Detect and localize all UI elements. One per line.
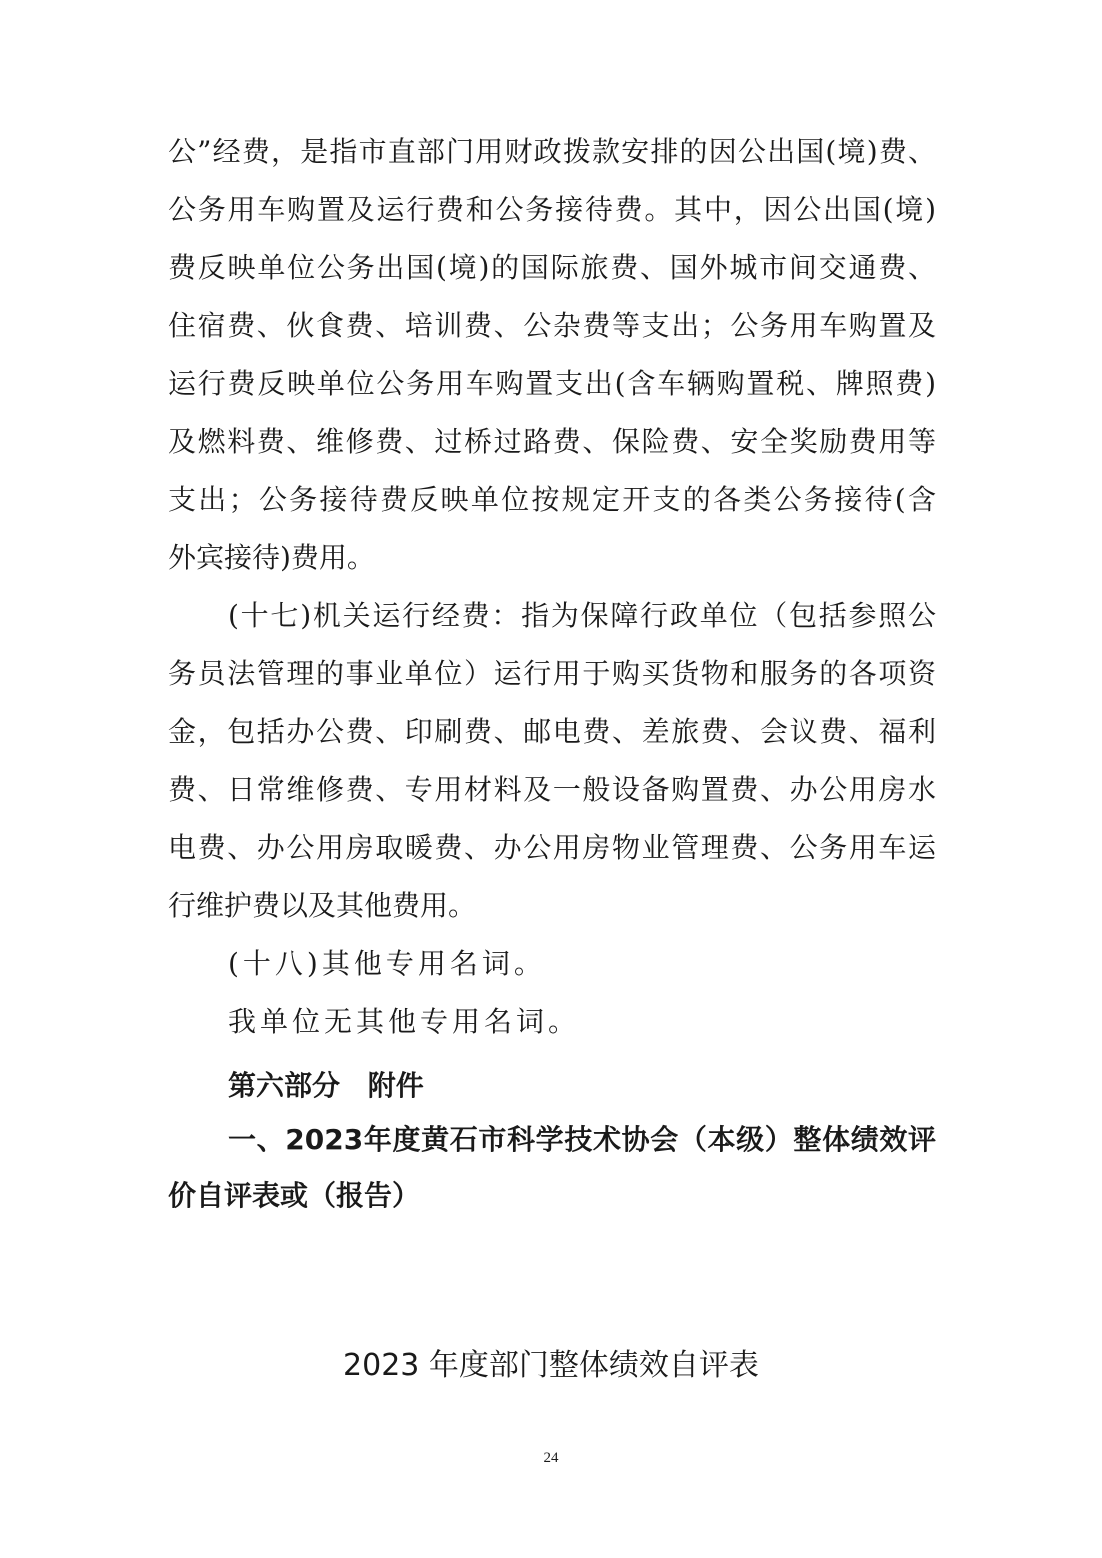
body-text-line: 运行费反映单位公务用车购置支出(含车辆购置税、牌照费) [168, 367, 936, 400]
section-heading: 第六部分 附件 [228, 1069, 424, 1102]
subsection-heading-line: 价自评表或（报告） [168, 1179, 421, 1212]
page-number: 24 [543, 1450, 559, 1466]
body-text-line: 及燃料费、维修费、过桥过路费、保险费、安全奖励费用等 [168, 425, 936, 458]
body-text-line: 费反映单位公务出国(境)的国际旅费、国外城市间交通费、 [168, 251, 936, 284]
body-text-line: 支出；公务接待费反映单位按规定开支的各类公务接待(含 [168, 483, 936, 516]
body-text-line: 外宾接待)费用。 [168, 541, 375, 574]
body-text-line: 我单位无其他专用名词。 [228, 1005, 581, 1038]
body-text-line: 费、日常维修费、专用材料及一般设备购置费、办公用房水 [168, 773, 936, 806]
body-text-line: (十八)其他专用名词。 [228, 947, 546, 980]
body-text-line: 公务用车购置及运行费和公务接待费。其中，因公出国(境) [168, 193, 936, 226]
body-text-line: 电费、办公用房取暖费、办公用房物业管理费、公务用车运 [168, 831, 936, 864]
table-title: 2023 年度部门整体绩效自评表 [343, 1348, 759, 1383]
body-text-line: 务员法管理的事业单位）运行用于购买货物和服务的各项资 [168, 657, 936, 690]
body-text-line: (十七)机关运行经费：指为保障行政单位（包括参照公 [228, 599, 936, 632]
subsection-heading-line: 一、2023年度黄石市科学技术协会（本级）整体绩效评 [228, 1123, 936, 1156]
body-text-line: 公”经费，是指市直部门用财政拨款安排的因公出国(境)费、 [168, 135, 936, 168]
body-text-line: 住宿费、伙食费、培训费、公杂费等支出；公务用车购置及 [168, 309, 936, 342]
body-text-line: 行维护费以及其他费用。 [168, 889, 477, 922]
body-text-line: 金，包括办公费、印刷费、邮电费、差旅费、会议费、福利 [168, 715, 936, 748]
